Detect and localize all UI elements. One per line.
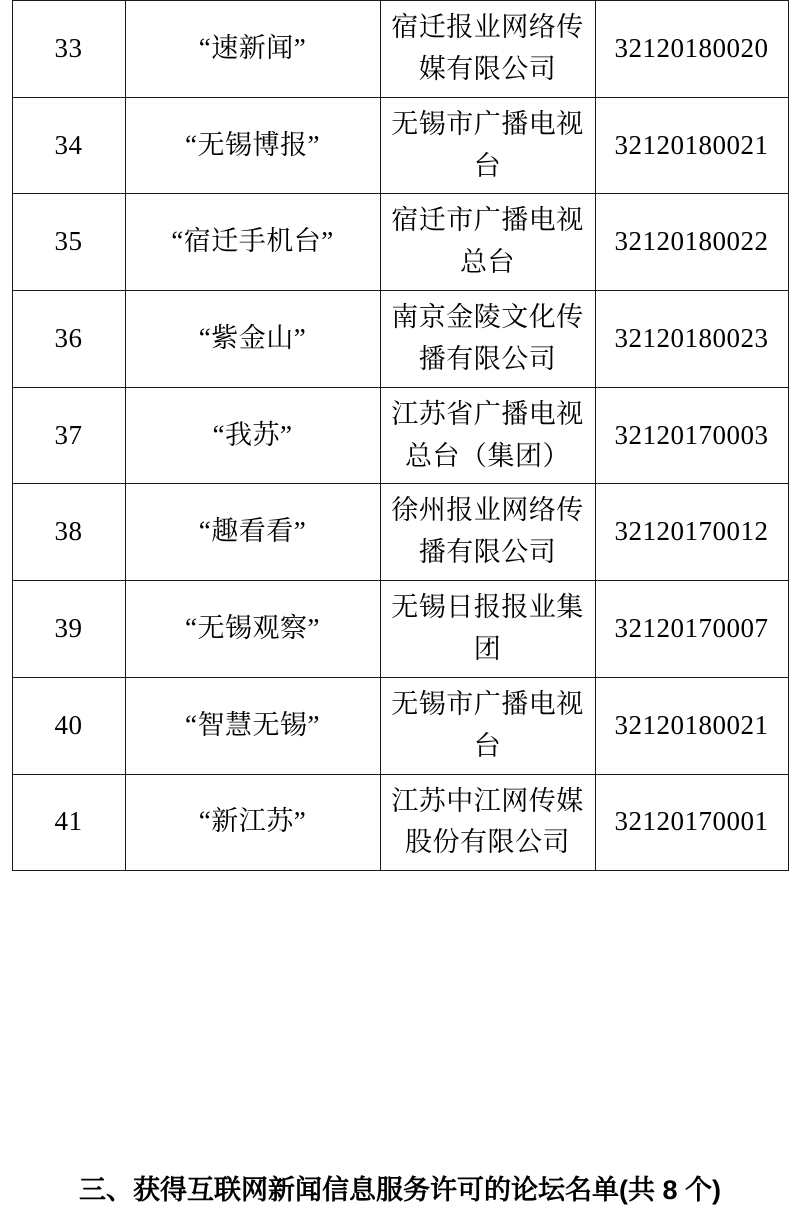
row-name: “宿迁手机台” xyxy=(125,194,380,291)
row-org: 江苏中江网传媒股份有限公司 xyxy=(380,774,595,871)
row-name: “紫金山” xyxy=(125,291,380,388)
table-row xyxy=(12,387,788,484)
row-code: 32120180022 xyxy=(595,194,788,291)
row-org: 宿迁市广播电视总台 xyxy=(380,194,595,291)
row-name: “速新闻” xyxy=(125,1,380,98)
license-table xyxy=(12,0,789,871)
row-code: 32120180023 xyxy=(595,291,788,388)
row-code: 32120170001 xyxy=(595,774,788,871)
row-org: 宿迁报业网络传媒有限公司 xyxy=(380,1,595,98)
row-name: “我苏” xyxy=(125,387,380,484)
row-index: 38 xyxy=(12,484,125,581)
table-row xyxy=(12,97,788,194)
row-org: 无锡市广播电视台 xyxy=(380,97,595,194)
table-row xyxy=(12,774,788,871)
row-code: 32120180021 xyxy=(595,677,788,774)
row-index: 35 xyxy=(12,194,125,291)
table-row xyxy=(12,484,788,581)
row-code: 32120180020 xyxy=(595,1,788,98)
row-index: 33 xyxy=(12,1,125,98)
row-code: 32120170012 xyxy=(595,484,788,581)
row-code: 32120180021 xyxy=(595,97,788,194)
row-index: 34 xyxy=(12,97,125,194)
row-org: 徐州报业网络传播有限公司 xyxy=(380,484,595,581)
row-name: “无锡博报” xyxy=(125,97,380,194)
table-body xyxy=(12,1,788,871)
table-row xyxy=(12,1,788,98)
table-row xyxy=(12,581,788,678)
row-name: “智慧无锡” xyxy=(125,677,380,774)
section-heading: 三、获得互联网新闻信息服务许可的论坛名单(共 8 个) xyxy=(78,1175,721,1205)
table-row xyxy=(12,194,788,291)
row-org: 无锡日报报业集团 xyxy=(380,581,595,678)
row-org: 南京金陵文化传播有限公司 xyxy=(380,291,595,388)
row-index: 41 xyxy=(12,774,125,871)
row-org: 无锡市广播电视台 xyxy=(380,677,595,774)
table-row xyxy=(12,677,788,774)
row-org: 江苏省广播电视总台（集团） xyxy=(380,387,595,484)
row-name: “无锡观察” xyxy=(125,581,380,678)
row-code: 32120170007 xyxy=(595,581,788,678)
row-index: 36 xyxy=(12,291,125,388)
row-name: “新江苏” xyxy=(125,774,380,871)
row-index: 39 xyxy=(12,581,125,678)
row-index: 37 xyxy=(12,387,125,484)
table-row xyxy=(12,291,788,388)
row-index: 40 xyxy=(12,677,125,774)
row-name: “趣看看” xyxy=(125,484,380,581)
row-code: 32120170003 xyxy=(595,387,788,484)
